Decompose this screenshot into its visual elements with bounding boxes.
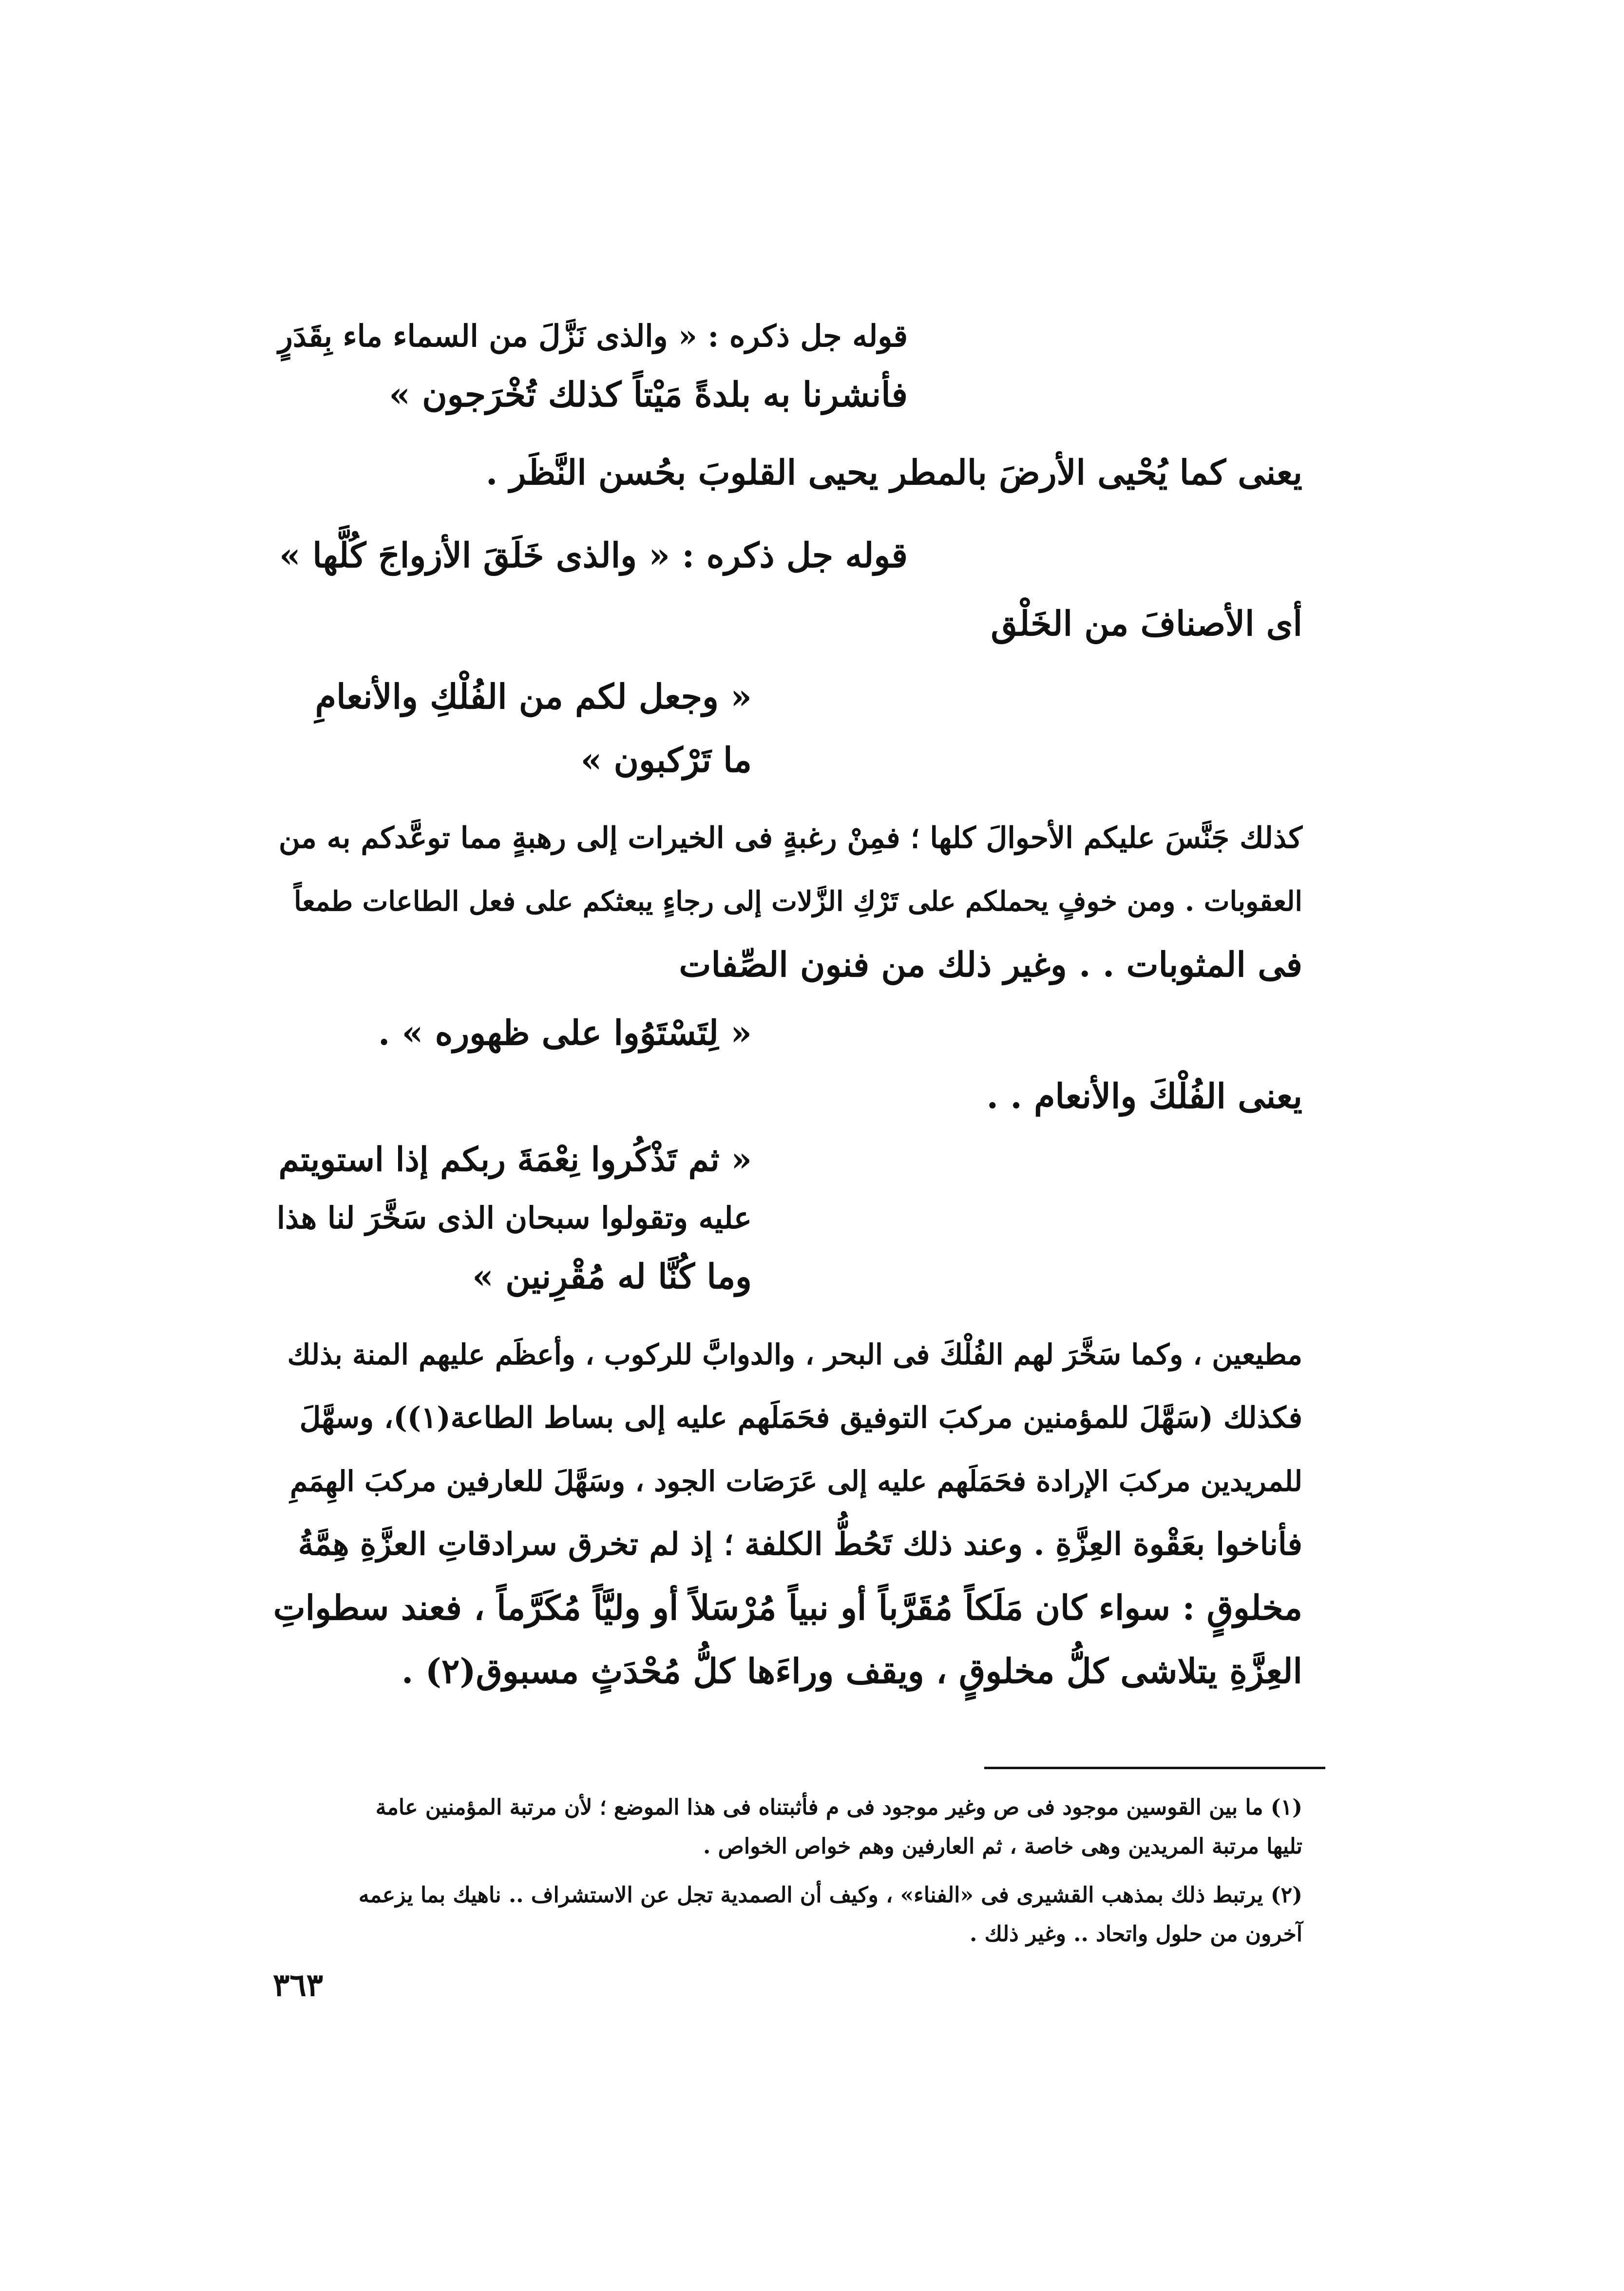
verse-line: قوله جل ذكره : « والذى خَلَقَ الأزواجَ كُلَّها » — [279, 535, 908, 575]
verse-line: ما تَرْكبون » — [580, 740, 752, 780]
text-line: فأناخوا بعَقْوة العِزَّةِ . وعند ذلك تَحُطُّ الكلفة ؛ إذ لم تخرق سرادقاتِ العزَّةِ هِمَّةُ — [298, 1526, 1302, 1563]
footnote-line: تليها مرتبة المريدين وهى خاصة ، ثم العارفين وهم خواص الخواص . — [703, 1834, 1302, 1859]
text-line: كذلك جَنَّسَ عليكم الأحوالَ كلها ؛ فمِنْ رغبةٍ فى الخيرات إلى رهبةٍ مما توعَّدكم به من — [279, 821, 1302, 855]
verse-line: « لِتَسْتَوُوا على ظهوره » . — [378, 1012, 752, 1053]
text-line: للمريدين مركبَ الإرادة فحَمَلَهم عليه إلى عَرَصَات الجود ، وسَهَّلَ للعارفين مركبَ الهِمَمِ — [290, 1465, 1302, 1498]
verse-line: فأنشرنا به بلدةً مَيْتاً كذلك تُخْرَجون » — [389, 374, 908, 415]
text-line: العِزَّةِ يتلاشى كلُّ مخلوقٍ ، ويقف وراءَها كلُّ مُحْدَثٍ مسبوق(٢) . — [401, 1651, 1302, 1691]
verse-line: « ثم تَذْكُروا نِعْمَةَ ربكم إذا استويتم — [278, 1140, 752, 1179]
page-number: ٣٦٣ — [273, 1967, 324, 2004]
text-line: أى الأصنافَ من الخَلْق — [991, 603, 1302, 644]
verse-line: قوله جل ذكره : « والذى نَزَّلَ من السماء ماء بِقَدَرٍ — [278, 318, 908, 354]
text-line: العقوبات . ومن خوفٍ يحملكم على تَرْكِ الزَّلات إلى رجاءٍ يبعثكم على فعل الطاعات طمعاً — [294, 885, 1302, 917]
text-line: يعنى الفُلْكَ والأنعام . . — [986, 1076, 1302, 1116]
footnote-line: آخرون من حلول واتحاد .. وغير ذلك . — [970, 1922, 1302, 1947]
text-line: يعنى كما يُحْيى الأرضَ بالمطر يحيى القلوبَ بحُسن النَّظَر . — [485, 452, 1302, 493]
text-line: فكذلك (سَهَّلَ للمؤمنين مركبَ التوفيق فحَمَلَهم عليه إلى بساط الطاعة(١))، وسهَّلَ — [299, 1401, 1302, 1435]
verse-line: وما كُنَّا له مُقْرِنين » — [472, 1256, 752, 1297]
text-line: مطيعين ، وكما سَخَّرَ لهم الفُلْكَ فى البحر ، والدوابَّ للركوب ، وأعظَم عليهم المنة بذلك — [287, 1338, 1302, 1371]
text-line: مخلوقٍ : سواء كان مَلَكاً مُقَرَّباً أو نبياً مُرْسَلاً أو وليَّاً مُكَرَّماً ، فعند سطواتِ — [273, 1587, 1302, 1628]
footnote-line: (٢) يرتبط ذلك بمذهب القشيرى فى «الفناء» ، وكيف أن الصمدية تجل عن الاستشراف .. ناهيك بما يزعمه — [358, 1883, 1302, 1908]
footnote-separator — [984, 1767, 1325, 1769]
text-line: فى المثوبات . . وغير ذلك من فنون الصِّفات — [679, 944, 1302, 985]
verse-line: عليه وتقولوا سبحان الذى سَخَّرَ لنا هذا — [276, 1200, 752, 1236]
footnote-line: (١) ما بين القوسين موجود فى ص وغير موجود فى م فأثبتناه فى هذا الموضع ؛ لأن مرتبة المؤمنين عامة — [375, 1795, 1302, 1820]
verse-line: « وجعل لكم من الفُلْكِ والأنعامِ — [315, 676, 752, 717]
